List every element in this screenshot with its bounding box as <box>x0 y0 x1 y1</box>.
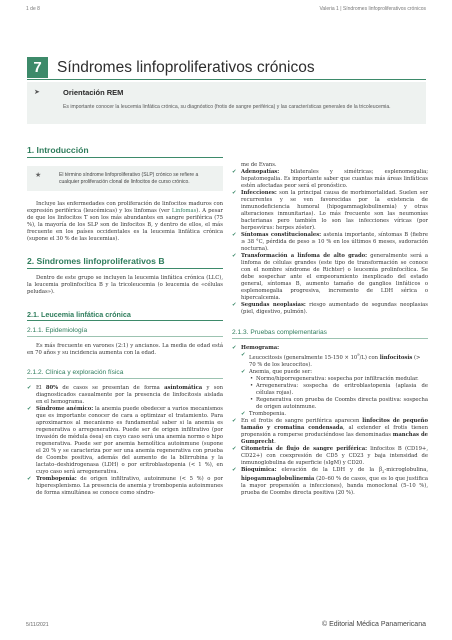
chapter-number: 7 <box>27 57 48 78</box>
check-icon: ✔ <box>241 352 246 358</box>
list-item-hemograma: ✔ Hemograma: <box>232 345 280 351</box>
epidemiologia-paragraph: Es más frecuente en varones (2:1) y ancianos. La media de edad está en 70 años y su incidencia aumenta con la edad. <box>27 343 223 356</box>
page-footer <box>26 622 426 632</box>
intro-paragraph: Incluye las enfermedades con proliferación de linfocitos maduros con expresión periférica (leucémicas) y los linfomas (ver Linfomas). A pesar de que los linfocitos T son los más abundantes en sangre periférica (75 %), la mayoría de los SLP son de linfocitos B, y dentro de ellos, el más frecuente en los países occidentales es la leucemia linfática crónica (supone el 30 % de las leucemias). <box>27 201 223 242</box>
intro-note-text: El término síndrome linfoproliferativo (SLP) crónico se refiere a cualquier proliferación clonal de linfocitos de curso crónico. <box>59 172 199 185</box>
check-icon: ✔ <box>232 466 237 473</box>
list-item: ✔ Citometría de flujo de sangre periférica: linfocitos B (CD19+, CD22+) con coexpresión de CD5 y CD23 y baja intensidad de inmunoglobulina de superficie (sIgM) y CD20. <box>232 445 428 466</box>
list-item: ✔ En el frotis de sangre periférica aparecen linfocitos de pequeño tamaño y cromatina condensada, al extender el frotis tienen propensión a romperse produciéndose las denominadas manchas de Gumprecht. <box>232 417 429 445</box>
check-icon: ✔ <box>232 345 237 351</box>
list-subitem: ✔ Leucocitosis (generalmente $15-150 \times 10^9/L$) con linfocitosis (> 70 % de los leucocitos). <box>241 352 421 368</box>
check-icon: ✔ <box>232 445 237 452</box>
section-2-title: 2. Síndromes linfoproliferativos B <box>27 256 165 266</box>
section-rule <box>27 157 223 158</box>
list-bullet: • Arregenerativa: sospecha de eritroblastopenia (aplasia de células rojas). <box>250 382 428 396</box>
list-item: ✔ El 80% de casos se presentan de forma asintomática y son diagnosticados casualmente por la presencia de linfocitosis aislada en el hemograma. <box>27 385 223 405</box>
page-header <box>26 6 426 16</box>
left-column <box>27 145 223 497</box>
check-icon: ✔ <box>241 368 246 375</box>
check-icon: ✔ <box>232 253 237 259</box>
section-rule <box>27 268 223 269</box>
list-item: ✔ Bioquímica: elevación de la LDH y de la $\beta_2$-microglobulina, hipogammaglobulinemia (20–60 % de casos, que es lo que justifica la mayor propensión a infecciones), banda monoclonal (5–10 %), prueba de Coombs directa positiva (20 %). <box>232 466 428 496</box>
paper-plane-icon: ➤ <box>34 88 40 96</box>
check-icon: ✔ <box>241 410 246 417</box>
page-number: 1 de 8 <box>26 6 40 12</box>
chapter-title: Síndromes linfoproliferativos crónicos <box>57 59 315 76</box>
section-2-1-1-title: 2.1.1. Epidemiología <box>27 327 88 334</box>
running-title: Valeria 1 | Síndromes linfoproliferativos crónicos <box>319 6 426 12</box>
list-item: ✔ Adenopatías: bilaterales y simétricas; esplenomegalia; hepatomegalia. Es importante saber que cuantas más áreas linfáticas estén afectadas peor será el pronóstico. <box>232 169 428 189</box>
chapter-rule <box>27 79 426 80</box>
orientacion-box <box>27 82 426 124</box>
section-2-1-title: 2.1. Leucemia linfática crónica <box>27 310 131 319</box>
list-subitem: ✔ Anemia, que puede ser: <box>241 368 312 375</box>
right-column <box>232 162 428 497</box>
footer-publisher: © Editorial Médica Panamericana <box>322 621 426 628</box>
list-item: ✔ Infecciones: son la principal causa de morbimortalidad. Suelen ser recurrentes y se ven favorecidas por la existencia de inmunodeficiencia humoral (hipogammaglobulinemia) y otras alteraciones inmunitarias). Lo más frecuente son las neumonías bacterianas pero también lo son las infecciones víricas (por herpesvirus: herpes zóster). <box>232 190 428 231</box>
section-1-title: 1. Introducción <box>27 145 89 155</box>
subsection-rule <box>232 338 428 339</box>
section-2-paragraph: Dentro de este grupo se incluyen la leucemia linfática crónica (LLC), la leucemia prolinfocítica B y la tricoleucemia (o leucemia de «células peludas»). <box>27 275 223 295</box>
check-icon: ✔ <box>27 476 32 482</box>
check-icon: ✔ <box>27 406 32 412</box>
orientacion-body: Es importante conocer la leucemia linfática crónica, su diagnóstico (frotis de sangre periférica) y las características generales de la tricoleucemia. <box>63 104 391 110</box>
intro-note <box>27 166 223 191</box>
list-item: ✔ Síntomas constitucionales: astenia importante, síntomas B (fiebre ≥ 38 °C, pérdida de peso ≥ 10 % en los últimos 6 meses, sudoración nocturna). <box>232 232 428 252</box>
section-rule <box>27 320 223 321</box>
check-icon: ✔ <box>232 169 237 175</box>
list-item: ✔ Transformación a linfoma de alto grado: generalmente será a linfoma de células grandes (este tipo de transformación se conoce con el nombre síndrome de Richter) o leucemia prolinfocítica. Se debe sospechar ante el empeoramiento inexplicado del estado general, síntomas B, aumento tamaño de ganglios linfáticos o esplenomegalia progresiva, incremento de LDH sérica o hipercalcemia. <box>232 253 428 301</box>
list-item: ✔ Trombopenia: de origen infiltrativo, autoinmune (< 5 %) o por hiperesplenismo. La presencia de anemia y trombopenia autoinmunes de forma simultánea se conoce como síndro- <box>27 476 223 496</box>
section-2-1-2-title: 2.1.2. Clínica y exploración física <box>27 369 124 376</box>
continued-text: me de Evans. <box>241 162 277 168</box>
list-bullet: • Regenerativa con prueba de Coombs directa positiva: sospecha de origen autoinmune. <box>250 396 428 410</box>
star-icon: ★ <box>35 171 42 179</box>
orientacion-title: Orientación REM <box>63 88 124 97</box>
check-icon: ✔ <box>232 417 237 424</box>
check-icon: ✔ <box>232 232 237 238</box>
check-icon: ✔ <box>232 190 237 196</box>
subsection-rule <box>27 378 223 379</box>
chapter-heading <box>27 57 426 80</box>
link-linfomas[interactable]: Linfomas <box>171 208 197 214</box>
footer-date: 5/11/2021 <box>26 622 49 628</box>
check-icon: ✔ <box>27 385 32 391</box>
section-2-1-3-title: 2.1.3. Pruebas complementarias <box>232 329 327 336</box>
list-bullet: • Normo/hiporregenerativa: sospecha por infiltración medular. <box>250 375 419 382</box>
list-item: ✔ Síndrome anémico: la anemia puede obedecer a varios mecanismos que es importante conocer de cara a optimizar el tratamiento. Para aproximarnos al mecanismo es fundamental saber si la anemia es regenerativa o arregenerativa. Puede ser de origen infiltrativo (por invasión de médula ósea) en cuyo caso será una anemia normo o hipo regenerativa. Puede ser por anemia hemolítica autoinmune (supone el 20 % y se caracteriza por ser una anemia regenerativa con prueba de Coombs positiva, además del aumento de la bilirrubina y la lactato–deshidrogenasa (LDH) o por eritroblastopenia (< 1 %), en cuyo caso será arregenerativa. <box>27 406 223 475</box>
subsection-rule <box>27 336 223 337</box>
list-subitem: ✔ Trombopenia. <box>241 410 286 417</box>
list-item: ✔ Segundas neoplasias: riesgo aumentado de segundas neoplasias (piel, digestivo, pulmón). <box>232 302 429 315</box>
check-icon: ✔ <box>232 302 237 308</box>
